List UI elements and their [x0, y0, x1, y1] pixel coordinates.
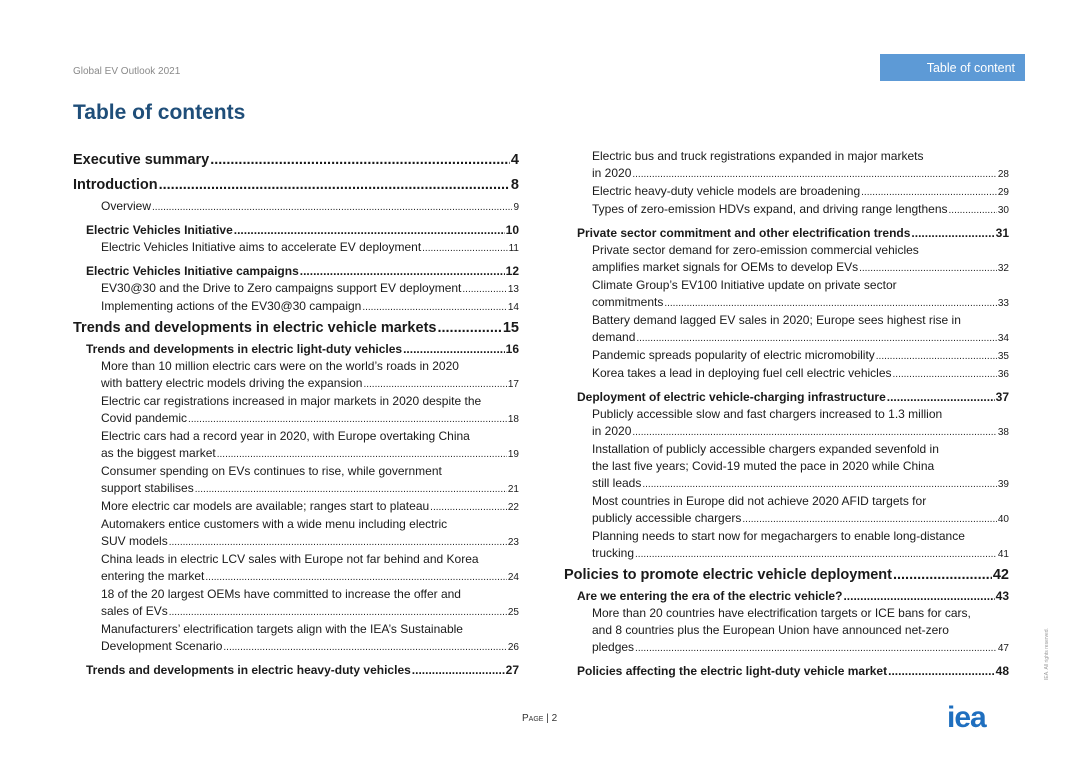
- toc-entry-title: in 2020: [592, 166, 632, 180]
- toc-entry-title: with battery electric models driving the expansion: [101, 376, 363, 390]
- toc-entry-page: 25: [507, 607, 519, 618]
- toc-entry[interactable]: [73, 428, 519, 463]
- toc-entry-title-line: Consumer spending on EVs continues to rise, while government: [101, 464, 442, 478]
- toc-entry-page: 22: [507, 502, 519, 513]
- toc-entry-title: pledges: [592, 640, 635, 654]
- dot-leader: [412, 662, 505, 679]
- dot-leader: [636, 330, 997, 347]
- toc-entry-page: 40: [997, 514, 1009, 525]
- dot-leader: [205, 569, 506, 586]
- dot-leader: [462, 281, 506, 298]
- toc-entry-page: 19: [507, 449, 519, 460]
- toc-entry-title-line: Electric bus and truck registrations expanded in major markets: [592, 149, 924, 163]
- toc-entry-title: Electric Vehicles Initiative: [86, 223, 233, 237]
- dot-leader: [861, 184, 997, 201]
- toc-entry-title-line: Most countries in Europe did not achieve 2020 AFID targets for: [592, 494, 927, 508]
- toc-entry-title: Policies affecting the electric light-duty vehicle market: [577, 664, 888, 678]
- dot-leader: [642, 476, 997, 493]
- toc-entry-title: Policies to promote electric vehicle deployment: [564, 567, 892, 583]
- toc-entry[interactable]: [564, 605, 1009, 657]
- toc-entry-title: Trends and developments in electric heavy-duty vehicles: [86, 663, 411, 677]
- toc-entry-title-line: More than 20 countries have electrification targets or ICE bans for cars,: [592, 606, 971, 620]
- toc-entry[interactable]: [564, 225, 1009, 242]
- dot-leader: [949, 202, 997, 219]
- toc-entry-title: Development Scenario: [101, 639, 223, 653]
- toc-entry-page: 8: [510, 177, 519, 193]
- toc-entry-page: 42: [992, 567, 1009, 583]
- toc-entry-title: still leads: [592, 476, 642, 490]
- toc-entry[interactable]: [564, 365, 1009, 383]
- toc-entry-title: EV30@30 and the Drive to Zero campaigns support EV deployment: [101, 281, 462, 295]
- toc-entry-title: trucking: [592, 546, 635, 560]
- toc-entry[interactable]: [564, 528, 1009, 563]
- toc-entry-title-line: Battery demand lagged EV sales in 2020; Europe sees highest rise in: [592, 313, 961, 327]
- toc-entry[interactable]: [73, 498, 519, 516]
- toc-entry-title: commitments: [592, 295, 664, 309]
- dot-leader: [300, 263, 505, 280]
- toc-entry-title-line: Manufacturers’ electrification targets align with the IEA’s Sustainable: [101, 622, 463, 636]
- page-separator: |: [546, 713, 552, 724]
- toc-entry[interactable]: [564, 493, 1009, 528]
- toc-entry-page: 9: [513, 202, 519, 213]
- toc-entry-page: 41: [997, 549, 1009, 560]
- dot-leader: [742, 511, 996, 528]
- toc-entry-page: 32: [997, 263, 1009, 274]
- toc-entry-page: 17: [507, 379, 519, 390]
- page-title: Table of contents: [73, 101, 246, 124]
- toc-entry-title: amplifies market signals for OEMs to develop EVs: [592, 260, 859, 274]
- toc-entry-page: 10: [505, 223, 519, 237]
- toc-entry-title-line: Private sector demand for zero-emission commercial vehicles: [592, 243, 919, 257]
- toc-entry-page: 38: [997, 427, 1009, 438]
- toc-entry-page: 47: [997, 643, 1009, 654]
- toc-entry-page: 28: [997, 169, 1009, 180]
- toc-entry[interactable]: [73, 586, 519, 621]
- dot-leader: [893, 366, 997, 383]
- toc-entry[interactable]: [73, 298, 519, 316]
- toc-entry-page: 48: [995, 664, 1009, 678]
- toc-entry[interactable]: [73, 551, 519, 586]
- toc-entry[interactable]: [564, 663, 1009, 680]
- dot-leader: [893, 563, 992, 588]
- dot-leader: [887, 389, 995, 406]
- dot-leader: [664, 295, 997, 312]
- toc-entry[interactable]: [564, 312, 1009, 347]
- toc-entry-title-line: Climate Group’s EV100 Initiative update on private sector: [592, 278, 897, 292]
- toc-entry-title-line: Automakers entice customers with a wide menu including electric: [101, 517, 448, 531]
- dot-leader: [635, 640, 997, 657]
- dot-leader: [632, 424, 997, 441]
- toc-entry-title: Pandemic spreads popularity of electric micromobility: [592, 348, 875, 362]
- toc-entry-title: Types of zero-emission HDVs expand, and driving range lengthens: [592, 202, 948, 216]
- toc-entry-title: demand: [592, 330, 636, 344]
- toc-entry-page: 11: [508, 243, 519, 254]
- dot-leader: [152, 199, 512, 216]
- toc-entry-title: SUV models: [101, 534, 168, 548]
- toc-entry-title: More electric car models are available; ranges start to plateau: [101, 499, 430, 513]
- toc-entry-title-line: 18 of the 20 largest OEMs have committed to increase the offer and: [101, 587, 461, 601]
- dot-leader: [223, 639, 506, 656]
- toc-entry-title: Executive summary: [73, 152, 210, 168]
- toc-entry[interactable]: [564, 277, 1009, 312]
- toc-entry[interactable]: [73, 621, 519, 656]
- toc-entry-title-line: Publicly accessible slow and fast chargers increased to 1.3 million: [592, 407, 943, 421]
- dot-leader: [195, 481, 507, 498]
- toc-entry-title-line: More than 10 million electric cars were on the world’s roads in 2020: [101, 359, 459, 373]
- toc-entry[interactable]: [564, 588, 1009, 605]
- toc-entry-title: Electric Vehicles Initiative campaigns: [86, 264, 299, 278]
- toc-entry-page: 29: [997, 187, 1009, 198]
- dot-leader: [169, 604, 507, 621]
- dot-leader: [234, 222, 505, 239]
- toc-entry-title-line: and 8 countries plus the European Union have announced net-zero: [592, 623, 949, 637]
- iea-logo-icon: [947, 702, 1009, 732]
- dot-leader: [217, 446, 507, 463]
- toc-entry[interactable]: [73, 393, 519, 428]
- toc-entry-page: 27: [505, 663, 519, 677]
- toc-entry[interactable]: [73, 222, 519, 239]
- toc-entry-page: 34: [997, 333, 1009, 344]
- toc-entry-title-line: Electric car registrations increased in major markets in 2020 despite the: [101, 394, 482, 408]
- toc-left-column: [73, 148, 519, 679]
- toc-entry[interactable]: [73, 280, 519, 298]
- toc-entry[interactable]: [73, 358, 519, 393]
- toc-entry-title: as the biggest market: [101, 446, 216, 460]
- dot-leader: [843, 588, 994, 605]
- toc-entry[interactable]: [564, 406, 1009, 441]
- toc-entry-page: 23: [507, 537, 519, 548]
- toc-entry-page: 39: [997, 479, 1009, 490]
- toc-entry-title: Trends and developments in electric vehicle markets: [73, 320, 437, 336]
- toc-entry[interactable]: [73, 662, 519, 679]
- toc-entry-page: 13: [507, 284, 519, 295]
- page-label: Page: [522, 713, 544, 724]
- toc-entry-page: 4: [510, 152, 519, 168]
- toc-entry-page: 26: [507, 642, 519, 653]
- page-number: [522, 713, 557, 724]
- toc-entry[interactable]: [564, 183, 1009, 201]
- toc-entry[interactable]: [73, 173, 519, 198]
- toc-entry-title: Trends and developments in electric light-duty vehicles: [86, 342, 403, 356]
- toc-entry[interactable]: [564, 148, 1009, 183]
- page-number-value: 2: [551, 713, 558, 724]
- rights-note: IEA. All rights reserved.: [1044, 628, 1050, 680]
- dot-leader: [362, 299, 507, 316]
- toc-entry-title: in 2020: [592, 424, 632, 438]
- toc-entry-page: 33: [997, 298, 1009, 309]
- toc-entry-title: Private sector commitment and other electrification trends: [577, 226, 911, 240]
- dot-leader: [188, 411, 507, 428]
- dot-leader: [859, 260, 997, 277]
- dot-leader: [437, 316, 501, 341]
- toc-entry[interactable]: [73, 148, 519, 173]
- toc-entry-page: 21: [507, 484, 519, 495]
- dot-leader: [422, 240, 507, 257]
- toc-entry-title-line: Electric cars had a record year in 2020, with Europe overtaking China: [101, 429, 470, 443]
- toc-entry[interactable]: [564, 242, 1009, 277]
- toc-entry-title-line: Installation of publicly accessible chargers expanded sevenfold in: [592, 442, 939, 456]
- toc-entry-page: 18: [507, 414, 519, 425]
- toc-entry[interactable]: [73, 463, 519, 498]
- toc-entry-title: Overview: [101, 199, 152, 213]
- toc-entry-title: Implementing actions of the EV30@30 campaign: [101, 299, 362, 313]
- dot-leader: [911, 225, 994, 242]
- dot-leader: [635, 546, 997, 563]
- toc-entry-title: Electric Vehicles Initiative aims to accelerate EV deployment: [101, 240, 422, 254]
- dot-leader: [363, 376, 506, 393]
- toc-right-column: [564, 148, 1009, 680]
- toc-entry-title-line: the last five years; Covid-19 muted the pace in 2020 while China: [592, 459, 935, 473]
- toc-entry-title: Introduction: [73, 177, 158, 193]
- toc-entry-page: 43: [995, 589, 1009, 603]
- toc-entry-title: Korea takes a lead in deploying fuel cell electric vehicles: [592, 366, 892, 380]
- toc-entry[interactable]: [73, 239, 519, 257]
- toc-entry-title: support stabilises: [101, 481, 194, 495]
- toc-entry[interactable]: [564, 201, 1009, 219]
- toc-entry[interactable]: [73, 198, 519, 216]
- toc-entry-page: 30: [997, 205, 1009, 216]
- toc-entry[interactable]: [73, 316, 519, 341]
- toc-entry[interactable]: [73, 263, 519, 280]
- dot-leader: [403, 341, 505, 358]
- toc-entry[interactable]: [73, 516, 519, 551]
- toc-entry-title-line: Planning needs to start now for megachargers to enable long-distance: [592, 529, 965, 543]
- toc-entry-title: entering the market: [101, 569, 205, 583]
- toc-entry-page: 24: [507, 572, 519, 583]
- toc-entry-title: Electric heavy-duty vehicle models are broadening: [592, 184, 861, 198]
- toc-entry-page: 14: [507, 302, 519, 313]
- dot-leader: [169, 534, 507, 551]
- toc-entry-page: 15: [502, 320, 519, 336]
- toc-entry-title-line: China leads in electric LCV sales with Europe not far behind and Korea: [101, 552, 479, 566]
- toc-entry-page: 35: [997, 351, 1009, 362]
- dot-leader: [210, 148, 510, 173]
- toc-entry-page: 37: [995, 390, 1009, 404]
- toc-entry-title: Deployment of electric vehicle-charging infrastructure: [577, 390, 886, 404]
- toc-entry-page: 12: [505, 264, 519, 278]
- toc-entry[interactable]: [564, 389, 1009, 406]
- dot-leader: [430, 499, 507, 516]
- toc-entry-title: Are we entering the era of the electric vehicle?: [577, 589, 843, 603]
- dot-leader: [159, 173, 510, 198]
- dot-leader: [632, 166, 997, 183]
- toc-entry-page: 31: [995, 226, 1009, 240]
- toc-entry-page: 16: [505, 342, 519, 356]
- table-of-content-button[interactable]: Table of content: [880, 54, 1025, 81]
- iea-logo-text: iea: [947, 702, 986, 732]
- toc-entry[interactable]: [564, 347, 1009, 365]
- toc-entry[interactable]: [73, 341, 519, 358]
- toc-entry[interactable]: [564, 563, 1009, 588]
- dot-leader: [888, 663, 995, 680]
- toc-entry[interactable]: [564, 441, 1009, 493]
- toc-entry-page: 36: [997, 369, 1009, 380]
- toc-entry-title: sales of EVs: [101, 604, 168, 618]
- toc-entry-title: Covid pandemic: [101, 411, 188, 425]
- document-title: Global EV Outlook 2021: [73, 66, 181, 77]
- toc-entry-title: publicly accessible chargers: [592, 511, 742, 525]
- dot-leader: [876, 348, 997, 365]
